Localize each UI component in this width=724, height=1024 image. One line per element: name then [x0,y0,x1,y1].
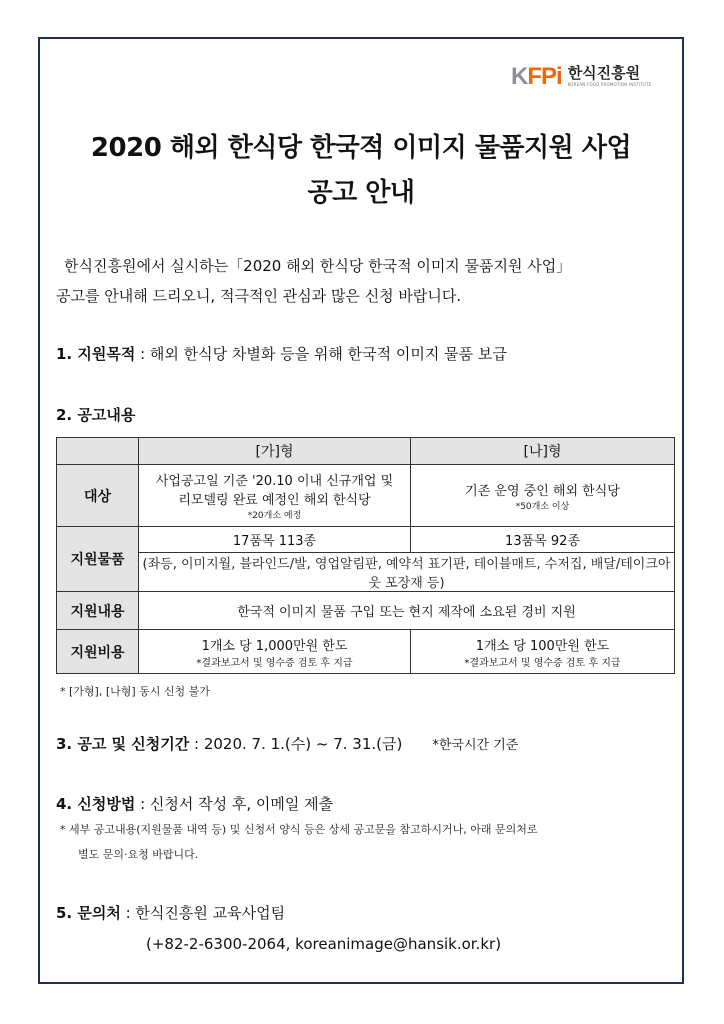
section-contact-heading: 5. 문의처 [56,904,121,922]
cost-na-amount: 1개소 당 100만원 한도 [475,638,610,654]
document-title-line2: 공고 안내 [307,178,415,208]
table-row-items [57,527,675,553]
table-row-target [57,465,675,527]
kfpi-logo-mark [511,64,562,90]
table-row-content [57,592,675,630]
row-label-items: 지원물품 [57,527,139,592]
section-method-text: : 신청서 작성 후, 이메일 제출 [135,795,334,813]
support-table [56,437,675,674]
table-row-items-detail [57,553,675,592]
logo-name: 한식진흥원 [567,64,641,82]
section-announcement-heading: 2. 공고내용 [56,406,136,424]
section-contact-text: : 한식진흥원 교육사업팀 [120,904,286,922]
document-title: 2020 해외 한식당 한국적 이미지 물품지원 사업 [90,133,632,163]
table-row-cost [57,630,675,674]
logo-mark-fpi: FPi [527,63,562,90]
section-purpose-text: : 해외 한식당 차별화 등을 위해 한국적 이미지 물품 보급 [135,345,507,363]
section-method [56,793,333,814]
cost-type-na [411,630,675,674]
cost-na-note: *결과보고서 및 영수증 검토 후 지급 [464,657,621,669]
content-text: 한국적 이미지 물품 구입 또는 현지 제작에 소요된 경비 지원 [139,592,675,630]
section-announcement [56,404,135,425]
row-label-target: 대상 [57,465,139,527]
section-method-heading: 4. 신청방법 [56,795,136,813]
table-header-type-ga: [가]형 [139,438,411,465]
row-label-content: 지원내용 [57,592,139,630]
target-ga-note: *20개소 예정 [247,511,302,521]
intro-paragraph-line1: 한식진흥원에서 실시하는「2020 해외 한식당 한국적 이미지 물품지원 사업」 [64,257,572,275]
table-header-type-na: [나]형 [411,438,675,465]
cost-type-ga [139,630,411,674]
logo-subtitle: KOREAN FOOD PROMOTION INSTITUTE [567,82,652,87]
section-purpose-heading: 1. 지원목적 [56,345,136,363]
items-type-ga: 17품목 113종 [139,527,411,553]
method-remark-line1: * 세부 공고내용(지원물품 내역 등) 및 신청서 양식 등은 상세 공고문을 참고하시거나, 아래 문의처로 [60,823,538,836]
target-na-line1: 기존 운영 중인 해외 한식당 [465,483,620,499]
table-header-empty [57,438,139,465]
target-type-ga [139,465,411,527]
target-ga-line1: 사업공고일 기준 '20.10 이내 신규개업 및 [155,474,394,489]
section-period [56,733,518,754]
target-na-note: *50개소 이상 [515,501,570,512]
section-period-heading: 3. 공고 및 신청기간 [56,735,190,753]
table-footnote: * [가형], [나형] 동시 신청 불가 [60,685,210,698]
items-detail: (좌등, 이미지월, 블라인드/발, 영업알림판, 예약석 표기판, 테이블매트, 수저집, 배달/테이크아웃 포장재 등) [139,553,675,592]
method-remark-line2: 별도 문의·요청 바랍니다. [78,848,199,861]
kfpi-logo [511,64,651,90]
section-purpose [56,343,507,364]
cost-ga-amount: 1개소 당 1,000만원 한도 [201,638,348,654]
cost-ga-note: *결과보고서 및 영수증 검토 후 지급 [196,657,353,669]
target-type-na [411,465,675,527]
table-header-row [57,438,675,465]
items-type-na: 13품목 92종 [411,527,675,553]
section-period-text: : 2020. 7. 1.(수) ~ 7. 31.(금) [189,735,403,753]
intro-paragraph-line2: 공고를 안내해 드리오니, 적극적인 관심과 많은 신청 바랍니다. [56,287,462,305]
section-contact [56,902,285,923]
logo-mark-k: K [511,63,528,90]
row-label-cost: 지원비용 [57,630,139,674]
logo-text [568,64,652,88]
contact-info: (+82-2-6300-2064, koreanimage@hansik.or.kr) [146,935,502,953]
section-period-note: *한국시간 기준 [432,738,519,753]
target-ga-line2: 리모델링 완료 예정인 해외 한식당 [178,493,371,508]
